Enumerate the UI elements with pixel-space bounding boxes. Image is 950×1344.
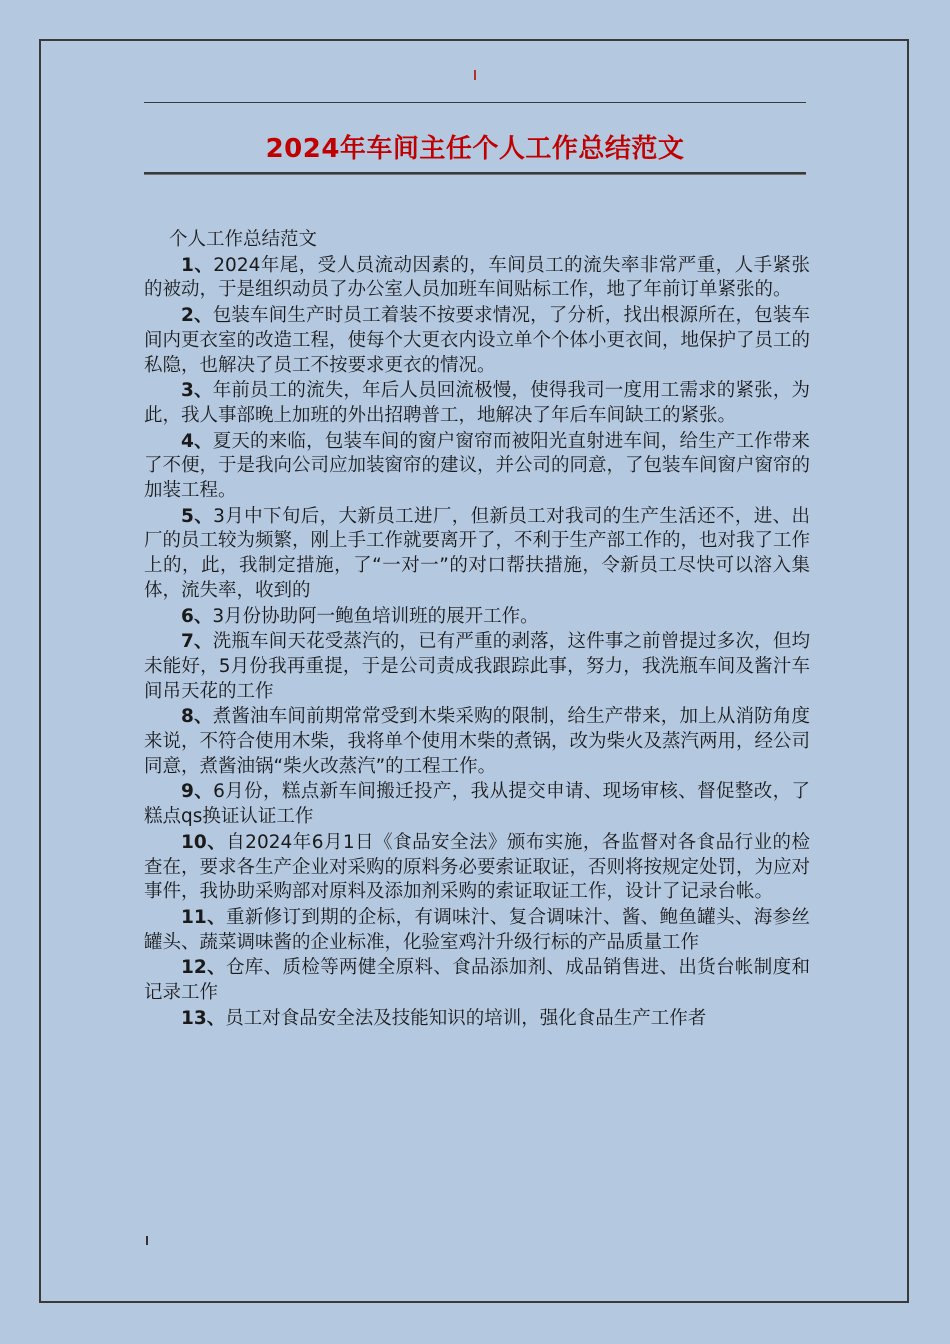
paragraph-text: 洗瓶车间天花受蒸汽的，已有严重的剥落，这件事之前曾提过多次，但均未能好，5月份我再重提，于是公司责成我跟踪此事，努力，我洗瓶车间及酱汁车间吊天花的工作 — [144, 631, 810, 702]
paragraph-number: 1、 — [181, 254, 214, 276]
paragraph-number: 4、 — [181, 430, 213, 452]
paragraph-item — [144, 430, 810, 504]
header-rule — [144, 102, 806, 103]
paragraph-number: 2、 — [181, 305, 213, 327]
paragraph-text: 年前员工的流失，年后人员回流极慢，使得我司一度用工需求的紧张，为此，我人事部晚上加班的外出招聘普工，地解决了年后车间缺工的紧张。 — [144, 380, 810, 426]
paragraph-item — [144, 379, 810, 428]
paragraph-text: 仓库、质检等两健全原料、食品添加剂、成品销售进、出货台帐制度和记录工作 — [144, 957, 810, 1004]
paragraph-text: 夏天的来临，包装车间的窗户窗帘而被阳光直射进车间，给生产工作带来了不便，于是我向公司应加装窗帘的建议，并公司的同意，了包装车间窗户窗帘的加装工程。 — [144, 430, 811, 502]
paragraph-number: 12、 — [181, 957, 226, 979]
paragraph-item — [144, 304, 810, 378]
paragraph-number: 5、 — [181, 505, 214, 527]
paragraph-item — [144, 630, 810, 704]
paragraph-number: 6、 — [181, 605, 213, 627]
document-subtitle: 个人工作总结范文 — [169, 229, 318, 250]
paragraph-text: 3月中下旬后，大新员工进厂，但新员工对我司的生产生活还不，进、出厂的员工较为频繁，刚上手工作就要离开了，不利于生产部工作的，也对我了工作上的，此，我制定措施，了“一对一”的对口帮扶措施，令新员工尽快可以溶入集体，流失率，收到的 — [144, 505, 811, 601]
paragraph-number: 13、 — [181, 1007, 226, 1029]
paragraph-item — [144, 505, 810, 604]
paragraph-text: 2024年尾，受人员流动因素的，车间员工的流失率非常严重，人手紧张的被动，于是组织动员了办公室人员加班车间贴标工作，地了年前订单紧张的。 — [144, 254, 810, 301]
paragraph-item — [144, 831, 810, 905]
document-title: 2024年车间主任个人工作总结范文 — [265, 134, 685, 164]
paragraph-number: 8、 — [181, 706, 213, 728]
paragraph-text: 包装车间生产时员工着装不按要求情况，了分析，找出根源所在，包装车间内更衣室的改造工程，使每个大更衣内设立单个个体小更衣间，地保护了员工的私隐，也解决了员工不按要求更衣的情况。 — [144, 305, 811, 376]
header-mark — [474, 70, 476, 80]
paragraph-item — [144, 780, 810, 829]
paragraph-item — [144, 906, 810, 955]
paragraph-list — [144, 254, 810, 1032]
footer-mark — [146, 1236, 148, 1245]
paragraph-item — [144, 956, 810, 1005]
paragraph-text: 员工对食品安全法及技能知识的培训，强化食品生产工作者 — [225, 1007, 707, 1029]
paragraph-item — [144, 1007, 810, 1032]
paragraph-text: 6月份，糕点新车间搬迁投产，我从提交申请、现场审核、督促整改，了糕点qs换证认证工作 — [144, 781, 810, 828]
paragraph-text: 3月份协助阿一鲍鱼培训班的展开工作。 — [212, 605, 539, 627]
paragraph-text: 重新修订到期的企标，有调味汁、复合调味汁、酱、鲍鱼罐头、海参丝罐头、蔬菜调味酱的企业标准，化验室鸡汁升级行标的产品质量工作 — [144, 906, 810, 953]
document-body — [144, 228, 810, 1033]
paragraph-item — [144, 254, 810, 303]
paragraph-number: 7、 — [181, 631, 213, 653]
paragraph-number: 3、 — [181, 380, 213, 402]
paragraph-number: 10、 — [181, 831, 227, 853]
paragraph-number: 9、 — [181, 781, 214, 803]
paragraph-text: 煮酱油车间前期常常受到木柴采购的限制，给生产带来，加上从消防角度来说，不符合使用木柴，我将单个使用木柴的煮锅，改为柴火及蒸汽两用，经公司同意，煮酱油锅“柴火改蒸汽”的工程工作。 — [144, 706, 811, 777]
paragraph-item — [144, 705, 810, 779]
paragraph-item — [144, 605, 810, 630]
paragraph-number: 11、 — [181, 906, 226, 928]
paragraph-text: 自2024年6月1日《食品安全法》颁布实施，各监督对各食品行业的检查在，要求各生产企业对采购的原料务必要索证取证，否则将按规定处罚，为应对事件，我协助采购部对原料及添加剂采购的索证取证工作，设计了记录台帐。 — [144, 831, 811, 903]
title-rule — [144, 172, 806, 175]
